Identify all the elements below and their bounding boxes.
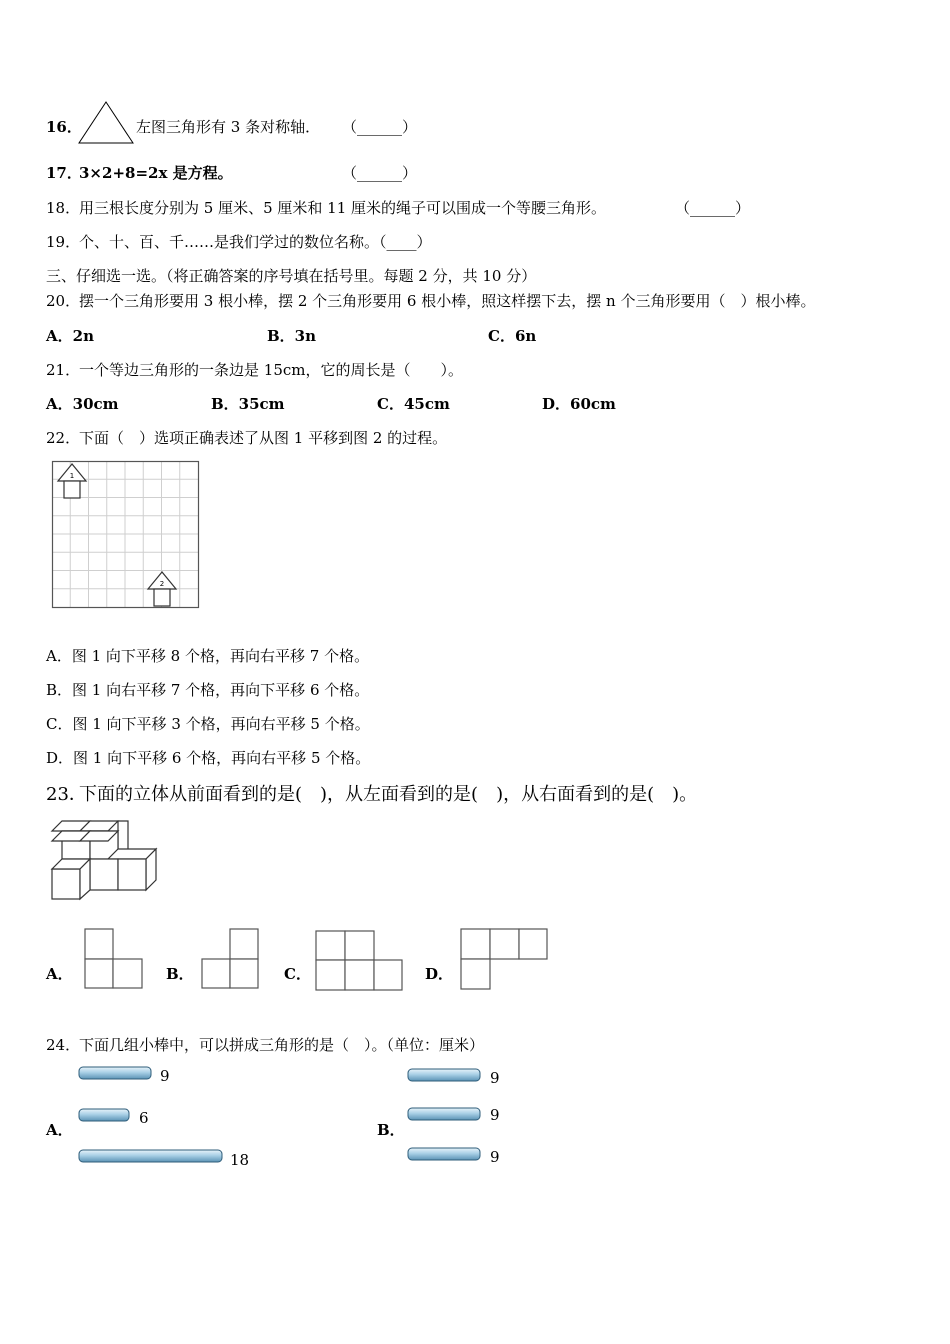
q20-number: 20． — [46, 292, 81, 310]
stick-b3 — [408, 1148, 480, 1160]
q23-option-a-label[interactable]: A． — [46, 965, 73, 983]
stick-a2 — [79, 1109, 129, 1121]
q18-text: 用三根长度分别为 5 厘米、5 厘米和 11 厘米的绳子可以围成一个等腰三角形。 — [79, 199, 607, 217]
q24-option-a-label[interactable]: A． — [46, 1121, 73, 1139]
q21-text: 一个等边三角形的一条边是 15cm，它的周长是（ ）。 — [79, 361, 463, 379]
q16-text: 左图三角形有 3 条对称轴． — [136, 118, 321, 136]
stick-b2 — [408, 1108, 480, 1120]
q20-option-a[interactable]: A．2n — [46, 327, 94, 345]
q23-option-c-label[interactable]: C． — [284, 965, 311, 983]
q21-option-a[interactable]: A．30cm — [46, 395, 119, 413]
q20-option-b[interactable]: B．3n — [267, 327, 317, 345]
q17-answer-blank[interactable]: （______） — [342, 164, 418, 182]
q22-text: 下面（ ）选项正确表述了从图 1 平移到图 2 的过程。 — [79, 429, 448, 447]
q16-answer-blank[interactable]: （______） — [342, 118, 418, 136]
q20-option-c[interactable]: C．6n — [488, 327, 537, 345]
q21-option-d[interactable]: D．60cm — [542, 395, 616, 413]
stick-b1 — [408, 1069, 480, 1081]
stick-b3-length: 9 — [490, 1148, 500, 1166]
q24-number: 24． — [46, 1036, 81, 1054]
q17-number: 17． — [46, 164, 82, 182]
q22-option-c[interactable]: C．图 1 向下平移 3 个格，再向右平移 5 个格。 — [46, 715, 370, 733]
q22-option-b[interactable]: B．图 1 向右平移 7 个格，再向下平移 6 个格。 — [46, 681, 370, 699]
q21-option-c[interactable]: C．45cm — [377, 395, 450, 413]
stick-a1 — [79, 1067, 151, 1079]
q24-text: 下面几组小棒中，可以拼成三角形的是（ ）。（单位：厘米） — [79, 1036, 485, 1054]
stick-b2-length: 9 — [490, 1106, 500, 1124]
section3-title: 三、仔细选一选。（将正确答案的序号填在括号里。每题 2 分，共 10 分） — [46, 267, 537, 285]
q16-number: 16． — [46, 118, 82, 136]
q18-answer-blank[interactable]: （______） — [675, 199, 751, 217]
figure-2-label: 2 — [159, 580, 165, 588]
q23-text: 下面的立体从前面看到的是( )，从左面看到的是( )，从右面看到的是( )。 — [79, 784, 698, 805]
stick-a2-length: 6 — [139, 1109, 149, 1127]
q21-option-b[interactable]: B．35cm — [211, 395, 285, 413]
q24-option-b-label[interactable]: B． — [377, 1121, 405, 1139]
q20-text: 摆一个三角形要用 3 根小棒，摆 2 个三角形要用 6 根小棒，照这样摆下去，摆 n 个三角形要用（ ）根小棒。 — [79, 292, 816, 310]
q18-number: 18． — [46, 199, 81, 217]
q22-option-d[interactable]: D．图 1 向下平移 6 个格，再向右平移 5 个格。 — [46, 749, 371, 767]
figure-1-label: 1 — [69, 472, 75, 480]
q23-number: 23． — [46, 784, 87, 805]
q17-text: 3×2+8=2x 是方程。 — [79, 164, 233, 182]
stick-b1-length: 9 — [490, 1069, 500, 1087]
q22-option-a[interactable]: A．图 1 向下平移 8 个格，再向右平移 7 个格。 — [46, 647, 370, 665]
q19-text: 个、十、百、千……是我们学过的数位名称。（____） — [79, 233, 432, 251]
stick-a1-length: 9 — [160, 1067, 170, 1085]
q23-option-b-label[interactable]: B． — [166, 965, 194, 983]
stick-a3-length: 18 — [230, 1151, 250, 1169]
stick-a3 — [79, 1150, 222, 1162]
q22-number: 22． — [46, 429, 81, 447]
q19-number: 19． — [46, 233, 81, 251]
q23-option-d-label[interactable]: D． — [425, 965, 454, 983]
q21-number: 21． — [46, 361, 81, 379]
